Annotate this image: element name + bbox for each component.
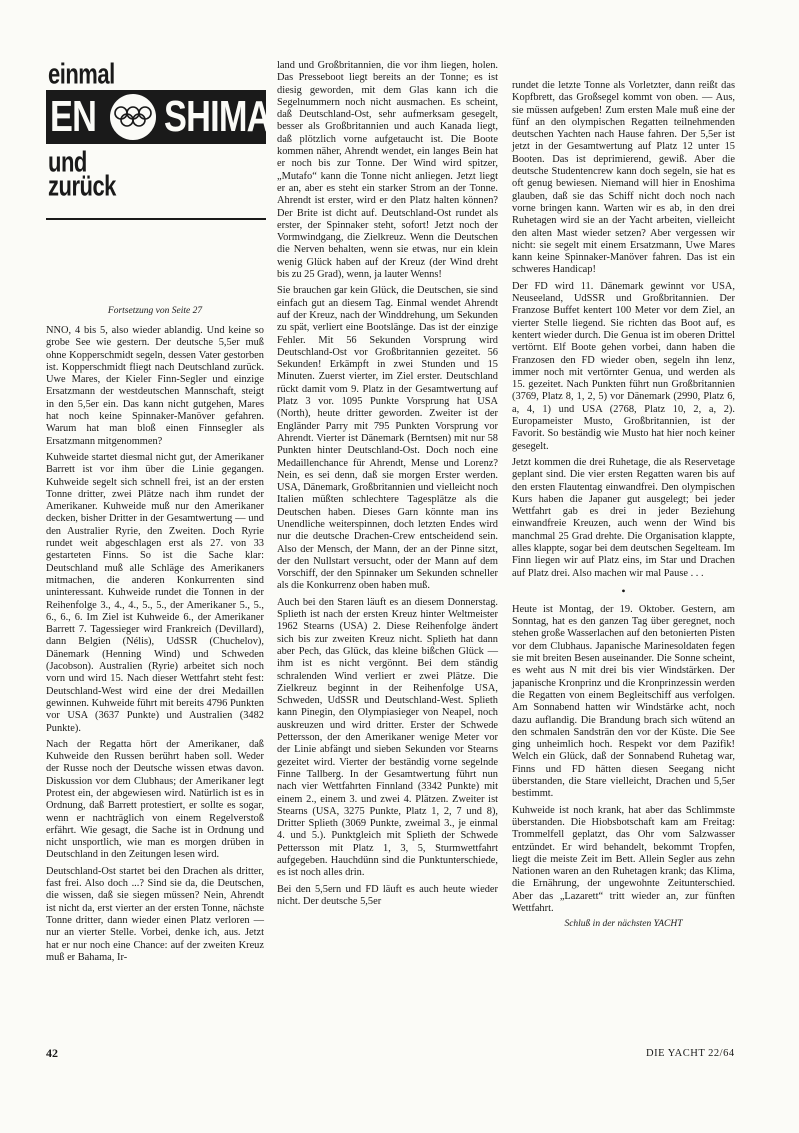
article-headline [46, 57, 271, 202]
headline-und: und [48, 145, 87, 178]
paragraph: rundet die letzte Tonne als Vorletzter, dann reißt das Kopfbrett, das Großsegel kommt von oben. — Aus, sie müssen aufgeben! Zum ersten Male muß eine der fünf an den olympischen Regatten teilnehmenden deutschen Yachten nach Hause fahren. Der 5,5er ist jetzt in der Gesamtwertung auf Platz 12 unter 15 Booten. Das ist deprimierend, gewiß. Aber die deutsche Studentencrew kann doch segeln, sie hat es oft genug bewiesen. Niemand will hier in Enoshima glauben, daß sie das Schiff nicht doch noch nach vorne bringen kann. Warten wir es ab, in den drei Ruhetagen wird sie an der Yacht arbeiten, vielleicht den alten Mast wieder setzen? Aber vergessen wir nicht: sie segelt mit einem Ersatzmann, Uwe Mares kann keine Spinnaker-Manöver fahren. Das ist ein schweres Handicap! [512, 80, 735, 276]
paragraph: Sie brauchen gar kein Glück, die Deutschen, sie sind einfach gut an diesem Tag. Einmal wendet Ahrendt auf der Kreuz, nach der Winddrehung, um Sekunden zu spät, verliert eine Bootslänge. Das ist der einzige Fehler. Mit 56 Sekunden Vorsprung wird Deutschland-Ost vor Großbritannien gezeitet. 56 Sekunden! Erkämpft in zwei Stunden und 15 Minuten. Zuerst vierter, im Ziel erster. Deutschland rückt damit vom 9. Platz in der Gesamtwertung auf Platz 3 vor. 1095 Punkte Vorsprung hat USA (North), heute dritter geworden. Zweiter ist der Engländer Parry mit 795 Punkten Vorsprung vor Ahrendt. Vierter ist Dänemark (Berntsen) mit nur 58 Punkten hinter Deutschland-Ost. Doch noch eine Medaillenchance für Ahrendt, Mense und Lorenz? Nein, es sei denn, daß sie morgen Erster werden. USA, Dänemark, Großbritannien und vielleicht noch Italien müßten schlechtere Tagesplätze als die Deutschen haben. Dieses Garn könnte man ins Unendliche weiterspinnen, doch letzten Endes wird nur die deutsche Drachen-Crew entscheidend sein. Also der Mensch, der Mann, der an der Pinne sitzt, der den Nullstart versucht, oder der Mann auf dem Vorschiff, der den Spinnaker um Sekunden schneller als die Konkurrenz oben haben muß. [277, 285, 498, 592]
paragraph: land und Großbritannien, die vor ihm liegen, holen. Das Presseboot liegt bereits an der Tonne; es ist diesig geworden, mit dem Glas kann ich die Segelnummern noch nicht ausmachen. Es scheint, daß Deutschland-Ost, sehr aufmerksam gesegelt, besser als Großbritannien und auch Kanada liegt, daß plötzlich vorne aufgetaucht ist. Die Boote kommen näher, Ahrendt wendet, ein langes Bein hat er noch bis zur Tonne. Der Wind wird spitzer, „Mutafo“ kann die Tonne nicht anliegen. Jetzt liegt er an, aber es steht ein starker Strom an der Tonne. Ahrendt ist erster, wird er den Platz halten können? Der Brite ist dicht auf. Deutschland-Ost rundet als erster, der Spinnaker steht, sofort! Jetzt noch der Vormwindgang, die Zielkreuz. Wenn die Deutschen die Nerven behalten, wenn sie etwas, nur ein klein wenig Glück haben auf der Kreuz (der Wind dreht bis zu 25 Grad), wenn, ja lauter Wenns! [277, 60, 498, 281]
headline-shima: SHIMA [164, 92, 271, 141]
journal-footer: DIE YACHT 22/64 [646, 1048, 735, 1059]
page-number: 42 [46, 1046, 58, 1060]
paragraph: Jetzt kommen die drei Ruhetage, die als Reservetage geplant sind. Die vier ersten Regatten waren bis auf den ersten Flautentag einwandfrei. Den olympischen Kurs haben die Japaner gut ausgelegt; bei jeder Wettfahrt gab es drei in jeder Beziehung einwandfreie Kreuzen, auch wenn der Wind bis manchmal 25 Grad drehte. Die Organisation klappte, alles klappte, sogar bei dem deutschen Segelteam. Im Finn liegen wir auf Platz eins, im Star und Drachen auf Platz drei. Also machen wir mal Pause . . . [512, 456, 735, 579]
section-separator: • [621, 583, 626, 598]
text-column-3 [512, 80, 735, 931]
paragraph: Der FD wird 11. Dänemark gewinnt vor USA, Neuseeland, UdSSR und Großbritannien. Der Franzose Buffet kentert 100 Meter vor dem Ziel, an vierter Stelle liegend. Sie richten das Boot auf, es kentert wieder durch. Die Genua ist im oberen Drittel vertörnt. Elf Boote gehen vorbei, dann haben die Franzosen den FD wieder oben, segeln ihn lenz, immer noch mit vertörnter Genua, und werden als 15. gezeitet. Nach Punkten führt nun Großbritannien (3769, Platz 8, 1, 2, 5) vor Dänemark (2990, Platz 6, a, 4, 1) und USA (2768, Platz 10, 2, a, 2). Europameister Musto, Großbritannien, ist der Favorit. So beständig wie Musto hat hier noch keiner gesegelt. [512, 280, 735, 452]
paragraph: NNO, 4 bis 5, also wieder ablandig. Und keine so grobe See wie gestern. Der deutsche 5,5er muß ohne Kopperschmidt segeln, dessen Vater gestorben ist. Kopperschmidt fliegt nach Deutschland zurück. Uwe Mares, der Kieler Finn-Segler und einzige Ersatzmann der westdeutschen Mannschaft, steigt in den 5,5er ein. Das kann nicht gutgehen, Mares hat noch keine Spinnaker-Manöver gefahren. Warum hat man bloß einen Finnsegler als Ersatzmann mitgenommen? [46, 325, 264, 447]
text-column-2 [277, 60, 498, 908]
paragraph: Heute ist Montag, der 19. Oktober. Gestern, am Sonntag, hat es den ganzen Tag über geregnet, noch stehen große Wasserlachen auf den betonierten Pisten vor dem Clubhaus. Japanische Marinesoldaten fegen sie mit breiten Besen auseinander. Die Sonne scheint, es weht aus N mit drei bis vier Windstärken. Der japanische Kronprinz und die Kronprinzessin werden die Regatten von einem Begleitschiff aus verfolgen. Am Sonnabend hatten wir Windstärke acht, noch dazu auflandig. Die Brandung brach sich wütend an den schmalen Sandsträn den vor der Küste. Die See ging unheimlich hoch. Respekt vor dem Pazifik! Welch ein Glück, daß der Sonnabend Ruhetag war, Finns und FD hätten diesen Seegang nicht überstanden, die Stare vielleicht, Drachen und 5,5er bestimmt. [512, 603, 735, 800]
headline-banner [46, 90, 271, 144]
end-note: Schluß in der nächsten YACHT [564, 919, 683, 930]
headline-zurueck: zurück [48, 169, 116, 202]
text-column-1 [46, 325, 264, 964]
continuation-note: Fortsetzung von Seite 27 [107, 306, 203, 316]
olympic-rings-icon [104, 93, 162, 141]
headline-einmal: einmal [48, 57, 115, 90]
paragraph: Nach der Regatta hört der Amerikaner, daß Kuhweide den Russen berührt haben soll. Weder der Russe noch der Deutsche wissen etwas davon. Diskussion vor dem Clubhaus; der Amerikaner legt Protest ein, der abgewiesen wird. Natürlich ist es in Ordnung, daß Barrett protestiert, er sollte es sogar, wenn er nachträglich von einem Regelverstoß erfährt. Wie gesagt, die Sache ist in Ordnung und nicht unsportlich, wie man es morgen drüben in Deutschland in den Zeitungen lesen wird. [46, 738, 264, 861]
paragraph: Kuhweide startet diesmal nicht gut, der Amerikaner Barrett ist vor ihm über die Linie gegangen. Kuhweide segelt sich schnell frei, ist an der ersten Tonne dritter, zwei Plätze nach ihm rundet der Amerikaner. Kuhweide muß nur den Amerikaner decken, bisher Dritter in der Gesamtwertung — und den Australier Ryrie, den Zweiten. Doch Ryrie rundet weit abgeschlagen erst als 27. von 33 gestarteten Finns. So ist die Sache klar: Deutschland muß alle Schläge des Amerikaners mitmachen, die anderen Konkurrenten sind uninteressant. Kuhweide rundet die Tonnen in der Reihenfolge 3., 4., 4., 5., 5., der Amerikaner 5., 5., 6., 6., 6. Im Ziel ist Kuhweide 6., der Amerikaner Barrett 7. Tagessieger wird Frankreich (Devillard), dann Belgien (Nélis), UdSSR (Chuchelov), Dänemark (Henning Wind) und Schweden (Jacobson). Australien (Ryrie) arbeitet sich noch vorn und wird 15. Nach dieser Wettfahrt steht fest: Deutschland-West wird eine der drei Medaillen gewinnen. Kuhweide führt mit bereits 4796 Punkten vor USA (3637 Punkte) und Australien (3482 Punkte). [46, 451, 264, 734]
paragraph: Deutschland-Ost startet bei den Drachen als dritter, fast frei. Also doch ...? Sind sie da, die Deutschen, die wissen, daß sie siegen müssen? Nein, Ahrendt ist nicht da, erst vierter an der ersten Tonne, nächste Tonne dritter, dann wieder einen Platz verloren — nur an vierter Stelle. Vorbei, denke ich, aus. Jetzt hat er nur noch eine Chance: auf der zweiten Kreuz muß er Bahama, Ir- [46, 865, 264, 963]
headline-en: EN [50, 92, 97, 141]
paragraph: Auch bei den Staren läuft es an diesem Donnerstag. Splieth ist nach der ersten Kreuz hinter Weltmeister 1962 Stearns (USA) 2. Diese Reihenfolge ändert sich bis zur zweiten Kreuz nicht. Splieth hat dann aber Pech, das Glück, das kleine bißchen Glück — ihm ist es nicht vergönnt. Bei dem ständig schralenden Wind verliert er zwei Plätze. Die Zielkreuz beginnt in der Reihenfolge USA, Schweden, UdSSR und Deutschland-West. Splieth kann Pinegin, den Olympiasieger von Neapel, noch auskreuzen und wird dritter. Erster der Schwede Pettersson, der den Amerikaner wenige Meter vor der Linie abfängt und sieben Sekunden vor Stearns gezeitet wird. Vierter der beständig vorne segelnde Finne Tallberg. In der Gesamtwertung führt nun nach vier Wettfahrten Finnland (3342 Punkte) mit einem 2., einem 3. und zwei 4. Plätzen. Zweiter ist Stearns (USA, 3275 Punkte, Platz 1, 2, 7 und 8), Dritter Splieth (3069 Punkte, zweimal 3., je einmal 4. und 5.). Punktgleich mit Splieth der Schwede Pettersson mit Platz 1, 3, 5, Sturmwettfahrt aufgegeben. Hauchdünn sind die Punktunterschiede, es ist noch alles drin. [277, 596, 498, 879]
paragraph: Kuhweide ist noch krank, hat aber das Schlimmste überstanden. Die Hiobsbotschaft kam am Freitag: Trommelfell geplatzt, das Ohr vom Salzwasser entzündet. Er wird behandelt, bekommt Tropfen, liegt die meiste Zeit im Bett. Allein Segler aus zehn Nationen waren an den Ruhetagen krank; das Klima, die Ernährung, der ungewohnte Zeitunterschied. Aber das „Lazarett“ tritt wieder an, zur fünften Wettfahrt. [512, 804, 735, 914]
paragraph: Bei den 5,5ern und FD läuft es auch heute wieder nicht. Der deutsche 5,5er [277, 883, 498, 907]
headline-divider [46, 218, 266, 220]
